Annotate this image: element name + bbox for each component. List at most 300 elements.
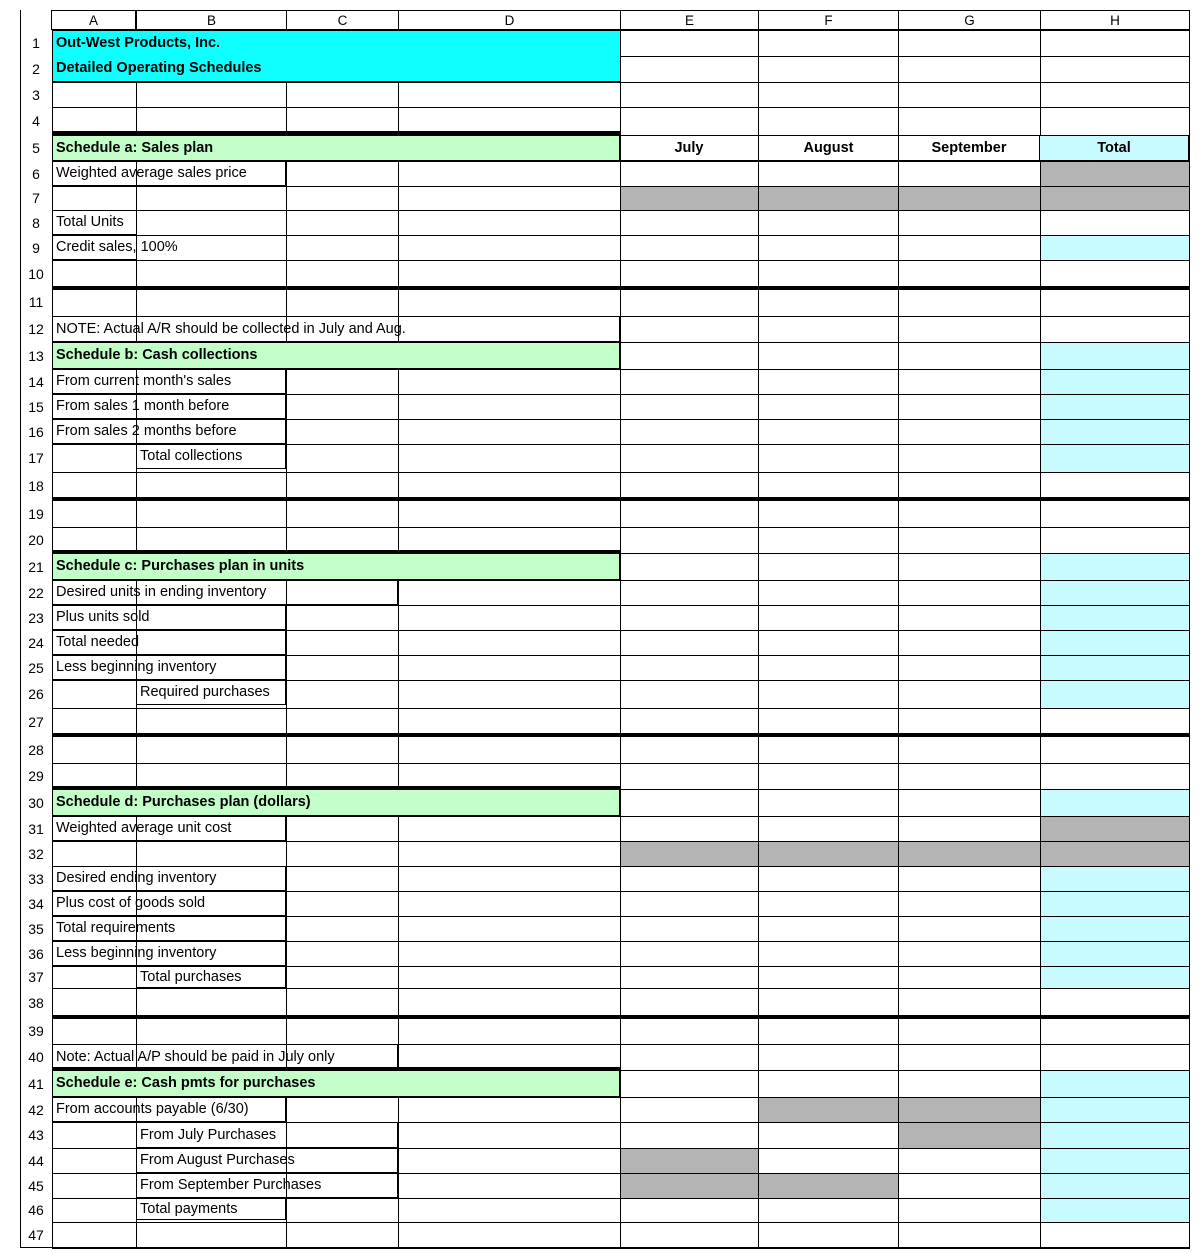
cell-h41[interactable] bbox=[1040, 1070, 1190, 1098]
cell-h6[interactable] bbox=[1040, 161, 1190, 187]
cell-e41[interactable] bbox=[620, 1070, 759, 1098]
cell-c25[interactable] bbox=[286, 655, 399, 681]
row-header-3[interactable]: 3 bbox=[32, 86, 40, 103]
label-total-payments[interactable]: Total payments bbox=[136, 1198, 286, 1220]
cell-h42[interactable] bbox=[1040, 1097, 1190, 1123]
cell-g24[interactable] bbox=[898, 630, 1041, 656]
cell-e36[interactable] bbox=[620, 941, 759, 967]
row-header-20[interactable]: 20 bbox=[28, 532, 44, 548]
label-total-needed[interactable]: Total needed bbox=[52, 630, 286, 655]
label-one-month[interactable]: From sales 1 month before bbox=[52, 394, 286, 419]
cell-e28[interactable] bbox=[620, 736, 759, 764]
cell-h29[interactable] bbox=[1040, 763, 1190, 790]
cell-a7[interactable] bbox=[52, 186, 137, 211]
cell-f44[interactable] bbox=[758, 1148, 899, 1174]
cell-c23[interactable] bbox=[286, 605, 399, 631]
cell-g35[interactable] bbox=[898, 916, 1041, 942]
cell-b8[interactable] bbox=[136, 210, 287, 236]
schedule-a-title[interactable]: Schedule a: Sales plan bbox=[52, 135, 620, 161]
cell-g21[interactable] bbox=[898, 553, 1041, 581]
cell-h32[interactable] bbox=[1040, 841, 1190, 867]
cell-e45[interactable] bbox=[620, 1173, 759, 1199]
cell-d19[interactable] bbox=[398, 500, 621, 528]
cell-h43[interactable] bbox=[1040, 1122, 1190, 1149]
cell-d26[interactable] bbox=[398, 680, 621, 709]
cell-f20[interactable] bbox=[758, 527, 899, 554]
column-header-g[interactable]: G bbox=[898, 10, 1041, 30]
cell-e8[interactable] bbox=[620, 210, 759, 236]
cell-e15[interactable] bbox=[620, 394, 759, 420]
schedule-c-title[interactable]: Schedule c: Purchases plan in units bbox=[52, 553, 620, 580]
header-september[interactable]: September bbox=[898, 135, 1040, 161]
cell-e32[interactable] bbox=[620, 841, 759, 867]
cell-c9[interactable] bbox=[286, 235, 399, 261]
cell-c26[interactable] bbox=[286, 680, 399, 709]
row-header-2[interactable]: 2 bbox=[32, 61, 40, 77]
row-header-8[interactable]: 8 bbox=[32, 214, 40, 231]
cell-f23[interactable] bbox=[758, 605, 899, 631]
cell-a37[interactable] bbox=[52, 966, 137, 989]
cell-g22[interactable] bbox=[898, 580, 1041, 606]
row-header-25[interactable]: 25 bbox=[28, 659, 44, 676]
cell-e34[interactable] bbox=[620, 891, 759, 917]
cell-h14[interactable] bbox=[1040, 369, 1190, 395]
cell-h35[interactable] bbox=[1040, 916, 1190, 942]
cell-d37[interactable] bbox=[398, 966, 621, 989]
label-total-units[interactable]: Total Units bbox=[52, 210, 137, 235]
cell-g19[interactable] bbox=[898, 500, 1041, 528]
cell-g41[interactable] bbox=[898, 1070, 1041, 1098]
row-header-39[interactable]: 39 bbox=[28, 1023, 44, 1039]
cell-d46[interactable] bbox=[398, 1198, 621, 1223]
cell-g34[interactable] bbox=[898, 891, 1041, 917]
column-header-d[interactable]: D bbox=[398, 10, 621, 30]
cell-e35[interactable] bbox=[620, 916, 759, 942]
cell-f11[interactable] bbox=[758, 288, 899, 317]
cell-g43[interactable] bbox=[898, 1122, 1041, 1149]
cell-d44[interactable] bbox=[398, 1148, 621, 1174]
cell-h2[interactable] bbox=[1040, 56, 1190, 83]
row-header-29[interactable]: 29 bbox=[28, 768, 44, 784]
row-header-35[interactable]: 35 bbox=[28, 920, 44, 937]
cell-a39[interactable] bbox=[52, 1018, 137, 1045]
cell-b19[interactable] bbox=[136, 500, 287, 528]
row-header-6[interactable]: 6 bbox=[32, 165, 40, 182]
cell-e44[interactable] bbox=[620, 1148, 759, 1174]
cell-g29[interactable] bbox=[898, 763, 1041, 790]
header-total[interactable]: Total bbox=[1039, 135, 1189, 161]
cell-f43[interactable] bbox=[758, 1122, 899, 1149]
row-header-36[interactable]: 36 bbox=[28, 945, 44, 962]
note-ap[interactable]: Note: Actual A/P should be paid in July only bbox=[52, 1044, 398, 1070]
cell-b11[interactable] bbox=[136, 288, 287, 317]
cell-e24[interactable] bbox=[620, 630, 759, 656]
cell-c15[interactable] bbox=[286, 394, 399, 420]
cell-h21[interactable] bbox=[1040, 553, 1190, 581]
cell-c3[interactable] bbox=[286, 82, 399, 108]
schedule-e-title[interactable]: Schedule e: Cash pmts for purchases bbox=[52, 1070, 620, 1097]
cell-a11[interactable] bbox=[52, 288, 137, 317]
cell-g28[interactable] bbox=[898, 736, 1041, 764]
cell-f3[interactable] bbox=[758, 82, 899, 108]
row-header-9[interactable]: 9 bbox=[32, 239, 40, 256]
row-header-23[interactable]: 23 bbox=[28, 609, 44, 626]
cell-f30[interactable] bbox=[758, 789, 899, 817]
cell-d14[interactable] bbox=[398, 369, 621, 395]
cell-c39[interactable] bbox=[286, 1018, 399, 1045]
cell-h10[interactable] bbox=[1040, 260, 1190, 289]
cell-f40[interactable] bbox=[758, 1044, 899, 1071]
cell-g9[interactable] bbox=[898, 235, 1041, 261]
label-current-month[interactable]: From current month's sales bbox=[52, 369, 286, 394]
cell-g44[interactable] bbox=[898, 1148, 1041, 1174]
cell-c24[interactable] bbox=[286, 630, 399, 656]
cell-e21[interactable] bbox=[620, 553, 759, 581]
cell-c6[interactable] bbox=[286, 161, 399, 187]
cell-c36[interactable] bbox=[286, 941, 399, 967]
row-header-16[interactable]: 16 bbox=[28, 423, 44, 440]
cell-h7[interactable] bbox=[1040, 186, 1190, 211]
row-header-12[interactable]: 12 bbox=[28, 321, 44, 337]
row-header-7[interactable]: 7 bbox=[32, 190, 40, 206]
cell-d3[interactable] bbox=[398, 82, 621, 108]
header-july[interactable]: July bbox=[619, 135, 759, 161]
cell-f35[interactable] bbox=[758, 916, 899, 942]
cell-e39[interactable] bbox=[620, 1018, 759, 1045]
cell-f45[interactable] bbox=[758, 1173, 899, 1199]
cell-h33[interactable] bbox=[1040, 866, 1190, 892]
cell-e10[interactable] bbox=[620, 260, 759, 289]
cell-g11[interactable] bbox=[898, 288, 1041, 317]
cell-f36[interactable] bbox=[758, 941, 899, 967]
cell-g3[interactable] bbox=[898, 82, 1041, 108]
cell-g23[interactable] bbox=[898, 605, 1041, 631]
row-header-19[interactable]: 19 bbox=[28, 505, 44, 522]
cell-h47[interactable] bbox=[1040, 1222, 1190, 1249]
cell-d22[interactable] bbox=[398, 580, 621, 606]
cell-f17[interactable] bbox=[758, 444, 899, 473]
cell-g39[interactable] bbox=[898, 1018, 1041, 1045]
cell-f47[interactable] bbox=[758, 1222, 899, 1249]
cell-d24[interactable] bbox=[398, 630, 621, 656]
cell-h8[interactable] bbox=[1040, 210, 1190, 236]
cell-d10[interactable] bbox=[398, 260, 621, 289]
cell-e33[interactable] bbox=[620, 866, 759, 892]
label-plus-units-sold[interactable]: Plus units sold bbox=[52, 605, 286, 630]
cell-g8[interactable] bbox=[898, 210, 1041, 236]
cell-g25[interactable] bbox=[898, 655, 1041, 681]
label-from-august-purchases[interactable]: From August Purchases bbox=[136, 1148, 398, 1173]
cell-g14[interactable] bbox=[898, 369, 1041, 395]
cell-e37[interactable] bbox=[620, 966, 759, 989]
cell-g7[interactable] bbox=[898, 186, 1041, 211]
cell-a19[interactable] bbox=[52, 500, 137, 528]
cell-c14[interactable] bbox=[286, 369, 399, 395]
cell-e6[interactable] bbox=[620, 161, 759, 187]
cell-e4[interactable] bbox=[620, 107, 759, 136]
cell-a44[interactable] bbox=[52, 1148, 137, 1174]
cell-g1[interactable] bbox=[898, 30, 1041, 57]
row-header-21[interactable]: 21 bbox=[28, 558, 44, 575]
cell-g6[interactable] bbox=[898, 161, 1041, 187]
row-header-32[interactable]: 32 bbox=[28, 845, 44, 862]
row-header-1[interactable]: 1 bbox=[32, 35, 40, 51]
cell-d9[interactable] bbox=[398, 235, 621, 261]
label-plus-cogs[interactable]: Plus cost of goods sold bbox=[52, 891, 286, 916]
cell-c8[interactable] bbox=[286, 210, 399, 236]
cell-e26[interactable] bbox=[620, 680, 759, 709]
cell-g30[interactable] bbox=[898, 789, 1041, 817]
label-total-requirements[interactable]: Total requirements bbox=[52, 916, 286, 941]
cell-e31[interactable] bbox=[620, 816, 759, 842]
cell-f12[interactable] bbox=[758, 316, 899, 343]
cell-g4[interactable] bbox=[898, 107, 1041, 136]
cell-f21[interactable] bbox=[758, 553, 899, 581]
cell-e19[interactable] bbox=[620, 500, 759, 528]
cell-f8[interactable] bbox=[758, 210, 899, 236]
cell-c7[interactable] bbox=[286, 186, 399, 211]
cell-e9[interactable] bbox=[620, 235, 759, 261]
row-header-34[interactable]: 34 bbox=[28, 895, 44, 912]
cell-a47[interactable] bbox=[52, 1222, 137, 1249]
cell-a43[interactable] bbox=[52, 1122, 137, 1149]
cell-c11[interactable] bbox=[286, 288, 399, 317]
cell-d11[interactable] bbox=[398, 288, 621, 317]
cell-f7[interactable] bbox=[758, 186, 899, 211]
cell-a3[interactable] bbox=[52, 82, 137, 108]
cell-g42[interactable] bbox=[898, 1097, 1041, 1123]
cell-c34[interactable] bbox=[286, 891, 399, 917]
cell-h9[interactable] bbox=[1040, 235, 1190, 261]
row-header-18[interactable]: 18 bbox=[28, 478, 44, 494]
cell-c19[interactable] bbox=[286, 500, 399, 528]
row-header-37[interactable]: 37 bbox=[28, 969, 44, 985]
column-header-f[interactable]: F bbox=[758, 10, 899, 30]
cell-e20[interactable] bbox=[620, 527, 759, 554]
cell-h26[interactable] bbox=[1040, 680, 1190, 709]
label-less-beginning-units[interactable]: Less beginning inventory bbox=[52, 655, 286, 680]
cell-f41[interactable] bbox=[758, 1070, 899, 1098]
cell-f34[interactable] bbox=[758, 891, 899, 917]
cell-g16[interactable] bbox=[898, 419, 1041, 445]
cell-d8[interactable] bbox=[398, 210, 621, 236]
label-credit-sales[interactable]: Credit sales, 100% bbox=[52, 235, 137, 260]
cell-h11[interactable] bbox=[1040, 288, 1190, 317]
cell-g45[interactable] bbox=[898, 1173, 1041, 1199]
cell-h16[interactable] bbox=[1040, 419, 1190, 445]
cell-c31[interactable] bbox=[286, 816, 399, 842]
cell-c17[interactable] bbox=[286, 444, 399, 473]
cell-a10[interactable] bbox=[52, 260, 137, 289]
cell-d31[interactable] bbox=[398, 816, 621, 842]
label-less-beginning-inventory[interactable]: Less beginning inventory bbox=[52, 941, 286, 966]
row-header-24[interactable]: 24 bbox=[28, 634, 44, 651]
cell-g2[interactable] bbox=[898, 56, 1041, 83]
cell-e43[interactable] bbox=[620, 1122, 759, 1149]
cell-c35[interactable] bbox=[286, 916, 399, 942]
cell-e40[interactable] bbox=[620, 1044, 759, 1071]
cell-f4[interactable] bbox=[758, 107, 899, 136]
cell-h46[interactable] bbox=[1040, 1198, 1190, 1223]
label-accounts-payable[interactable]: From accounts payable (6/30) bbox=[52, 1097, 286, 1122]
cell-h3[interactable] bbox=[1040, 82, 1190, 108]
cell-e23[interactable] bbox=[620, 605, 759, 631]
row-header-40[interactable]: 40 bbox=[28, 1049, 44, 1065]
cell-f10[interactable] bbox=[758, 260, 899, 289]
cell-h12[interactable] bbox=[1040, 316, 1190, 343]
cell-d43[interactable] bbox=[398, 1122, 621, 1149]
cell-f15[interactable] bbox=[758, 394, 899, 420]
schedule-d-title[interactable]: Schedule d: Purchases plan (dollars) bbox=[52, 789, 620, 816]
cell-e14[interactable] bbox=[620, 369, 759, 395]
cell-a17[interactable] bbox=[52, 444, 137, 473]
row-header-38[interactable]: 38 bbox=[28, 995, 44, 1011]
cell-h31[interactable] bbox=[1040, 816, 1190, 842]
cell-d35[interactable] bbox=[398, 916, 621, 942]
row-header-30[interactable]: 30 bbox=[28, 794, 44, 811]
cell-h20[interactable] bbox=[1040, 527, 1190, 554]
cell-e1[interactable] bbox=[620, 30, 759, 57]
cell-g47[interactable] bbox=[898, 1222, 1041, 1249]
cell-h45[interactable] bbox=[1040, 1173, 1190, 1199]
cell-g26[interactable] bbox=[898, 680, 1041, 709]
cell-f28[interactable] bbox=[758, 736, 899, 764]
row-header-44[interactable]: 44 bbox=[28, 1152, 44, 1169]
cell-f6[interactable] bbox=[758, 161, 899, 187]
cell-b47[interactable] bbox=[136, 1222, 287, 1249]
cell-g31[interactable] bbox=[898, 816, 1041, 842]
cell-e16[interactable] bbox=[620, 419, 759, 445]
cell-b7[interactable] bbox=[136, 186, 287, 211]
row-header-31[interactable]: 31 bbox=[28, 820, 44, 837]
row-header-27[interactable]: 27 bbox=[28, 714, 44, 730]
row-header-11[interactable]: 11 bbox=[28, 294, 44, 310]
cell-a46[interactable] bbox=[52, 1198, 137, 1223]
cell-c32[interactable] bbox=[286, 841, 399, 867]
schedule-b-title[interactable]: Schedule b: Cash collections bbox=[52, 342, 620, 369]
cell-c47[interactable] bbox=[286, 1222, 399, 1249]
title-subtitle[interactable]: Detailed Operating Schedules bbox=[52, 56, 620, 82]
column-header-b[interactable]: B bbox=[136, 10, 287, 30]
label-desired-units[interactable]: Desired units in ending inventory bbox=[52, 580, 398, 605]
cell-d32[interactable] bbox=[398, 841, 621, 867]
label-required-purchases[interactable]: Required purchases bbox=[136, 680, 286, 705]
cell-f24[interactable] bbox=[758, 630, 899, 656]
cell-f22[interactable] bbox=[758, 580, 899, 606]
column-header-a[interactable]: A bbox=[51, 10, 136, 30]
cell-f25[interactable] bbox=[758, 655, 899, 681]
row-header-42[interactable]: 42 bbox=[28, 1101, 44, 1118]
cell-g40[interactable] bbox=[898, 1044, 1041, 1071]
row-header-45[interactable]: 45 bbox=[28, 1177, 44, 1194]
cell-e42[interactable] bbox=[620, 1097, 759, 1123]
header-august[interactable]: August bbox=[758, 135, 899, 161]
label-two-months[interactable]: From sales 2 months before bbox=[52, 419, 286, 444]
title-company[interactable]: Out-West Products, Inc. bbox=[52, 30, 620, 56]
cell-h4[interactable] bbox=[1040, 107, 1190, 136]
cell-f32[interactable] bbox=[758, 841, 899, 867]
cell-e29[interactable] bbox=[620, 763, 759, 790]
cell-d33[interactable] bbox=[398, 866, 621, 892]
cell-d34[interactable] bbox=[398, 891, 621, 917]
cell-d42[interactable] bbox=[398, 1097, 621, 1123]
cell-e12[interactable] bbox=[620, 316, 759, 343]
cell-f33[interactable] bbox=[758, 866, 899, 892]
label-unit-cost[interactable]: Weighted average unit cost bbox=[52, 816, 286, 841]
row-header-22[interactable]: 22 bbox=[28, 584, 44, 601]
cell-b3[interactable] bbox=[136, 82, 287, 108]
row-header-4[interactable]: 4 bbox=[32, 113, 40, 129]
cell-f2[interactable] bbox=[758, 56, 899, 83]
cell-a28[interactable] bbox=[52, 736, 137, 764]
row-header-46[interactable]: 46 bbox=[28, 1202, 44, 1218]
cell-f14[interactable] bbox=[758, 369, 899, 395]
cell-h36[interactable] bbox=[1040, 941, 1190, 967]
cell-f39[interactable] bbox=[758, 1018, 899, 1045]
cell-e22[interactable] bbox=[620, 580, 759, 606]
cell-d47[interactable] bbox=[398, 1222, 621, 1249]
cell-f37[interactable] bbox=[758, 966, 899, 989]
cell-g17[interactable] bbox=[898, 444, 1041, 473]
cell-g12[interactable] bbox=[898, 316, 1041, 343]
cell-h23[interactable] bbox=[1040, 605, 1190, 631]
cell-g46[interactable] bbox=[898, 1198, 1041, 1223]
cell-b39[interactable] bbox=[136, 1018, 287, 1045]
cell-h37[interactable] bbox=[1040, 966, 1190, 989]
label-from-september-purchases[interactable]: From September Purchases bbox=[136, 1173, 398, 1198]
label-desired-ending-inventory[interactable]: Desired ending inventory bbox=[52, 866, 286, 891]
cell-d6[interactable] bbox=[398, 161, 621, 187]
cell-c10[interactable] bbox=[286, 260, 399, 289]
cell-e11[interactable] bbox=[620, 288, 759, 317]
row-header-41[interactable]: 41 bbox=[28, 1075, 44, 1092]
cell-d15[interactable] bbox=[398, 394, 621, 420]
cell-e30[interactable] bbox=[620, 789, 759, 817]
cell-h28[interactable] bbox=[1040, 736, 1190, 764]
row-header-14[interactable]: 14 bbox=[28, 373, 44, 390]
cell-h44[interactable] bbox=[1040, 1148, 1190, 1174]
row-header-26[interactable]: 26 bbox=[28, 686, 44, 702]
cell-f19[interactable] bbox=[758, 500, 899, 528]
row-header-47[interactable]: 47 bbox=[28, 1227, 44, 1243]
cell-f9[interactable] bbox=[758, 235, 899, 261]
cell-e2[interactable] bbox=[620, 56, 759, 83]
note-ar[interactable]: NOTE: Actual A/R should be collected in July and Aug. bbox=[52, 316, 620, 342]
cell-c33[interactable] bbox=[286, 866, 399, 892]
cell-e3[interactable] bbox=[620, 82, 759, 108]
cell-d45[interactable] bbox=[398, 1173, 621, 1199]
cell-h1[interactable] bbox=[1040, 30, 1190, 57]
cell-c16[interactable] bbox=[286, 419, 399, 445]
cell-f31[interactable] bbox=[758, 816, 899, 842]
cell-e13[interactable] bbox=[620, 342, 759, 370]
cell-d7[interactable] bbox=[398, 186, 621, 211]
row-header-28[interactable]: 28 bbox=[28, 741, 44, 758]
column-header-e[interactable]: E bbox=[620, 10, 759, 30]
label-from-july-purchases[interactable]: From July Purchases bbox=[136, 1122, 398, 1148]
cell-a45[interactable] bbox=[52, 1173, 137, 1199]
row-header-13[interactable]: 13 bbox=[28, 347, 44, 364]
cell-d36[interactable] bbox=[398, 941, 621, 967]
cell-h22[interactable] bbox=[1040, 580, 1190, 606]
row-header-33[interactable]: 33 bbox=[28, 870, 44, 887]
cell-g10[interactable] bbox=[898, 260, 1041, 289]
cell-g37[interactable] bbox=[898, 966, 1041, 989]
cell-a26[interactable] bbox=[52, 680, 137, 709]
row-header-15[interactable]: 15 bbox=[28, 398, 44, 415]
cell-g32[interactable] bbox=[898, 841, 1041, 867]
cell-f1[interactable] bbox=[758, 30, 899, 57]
